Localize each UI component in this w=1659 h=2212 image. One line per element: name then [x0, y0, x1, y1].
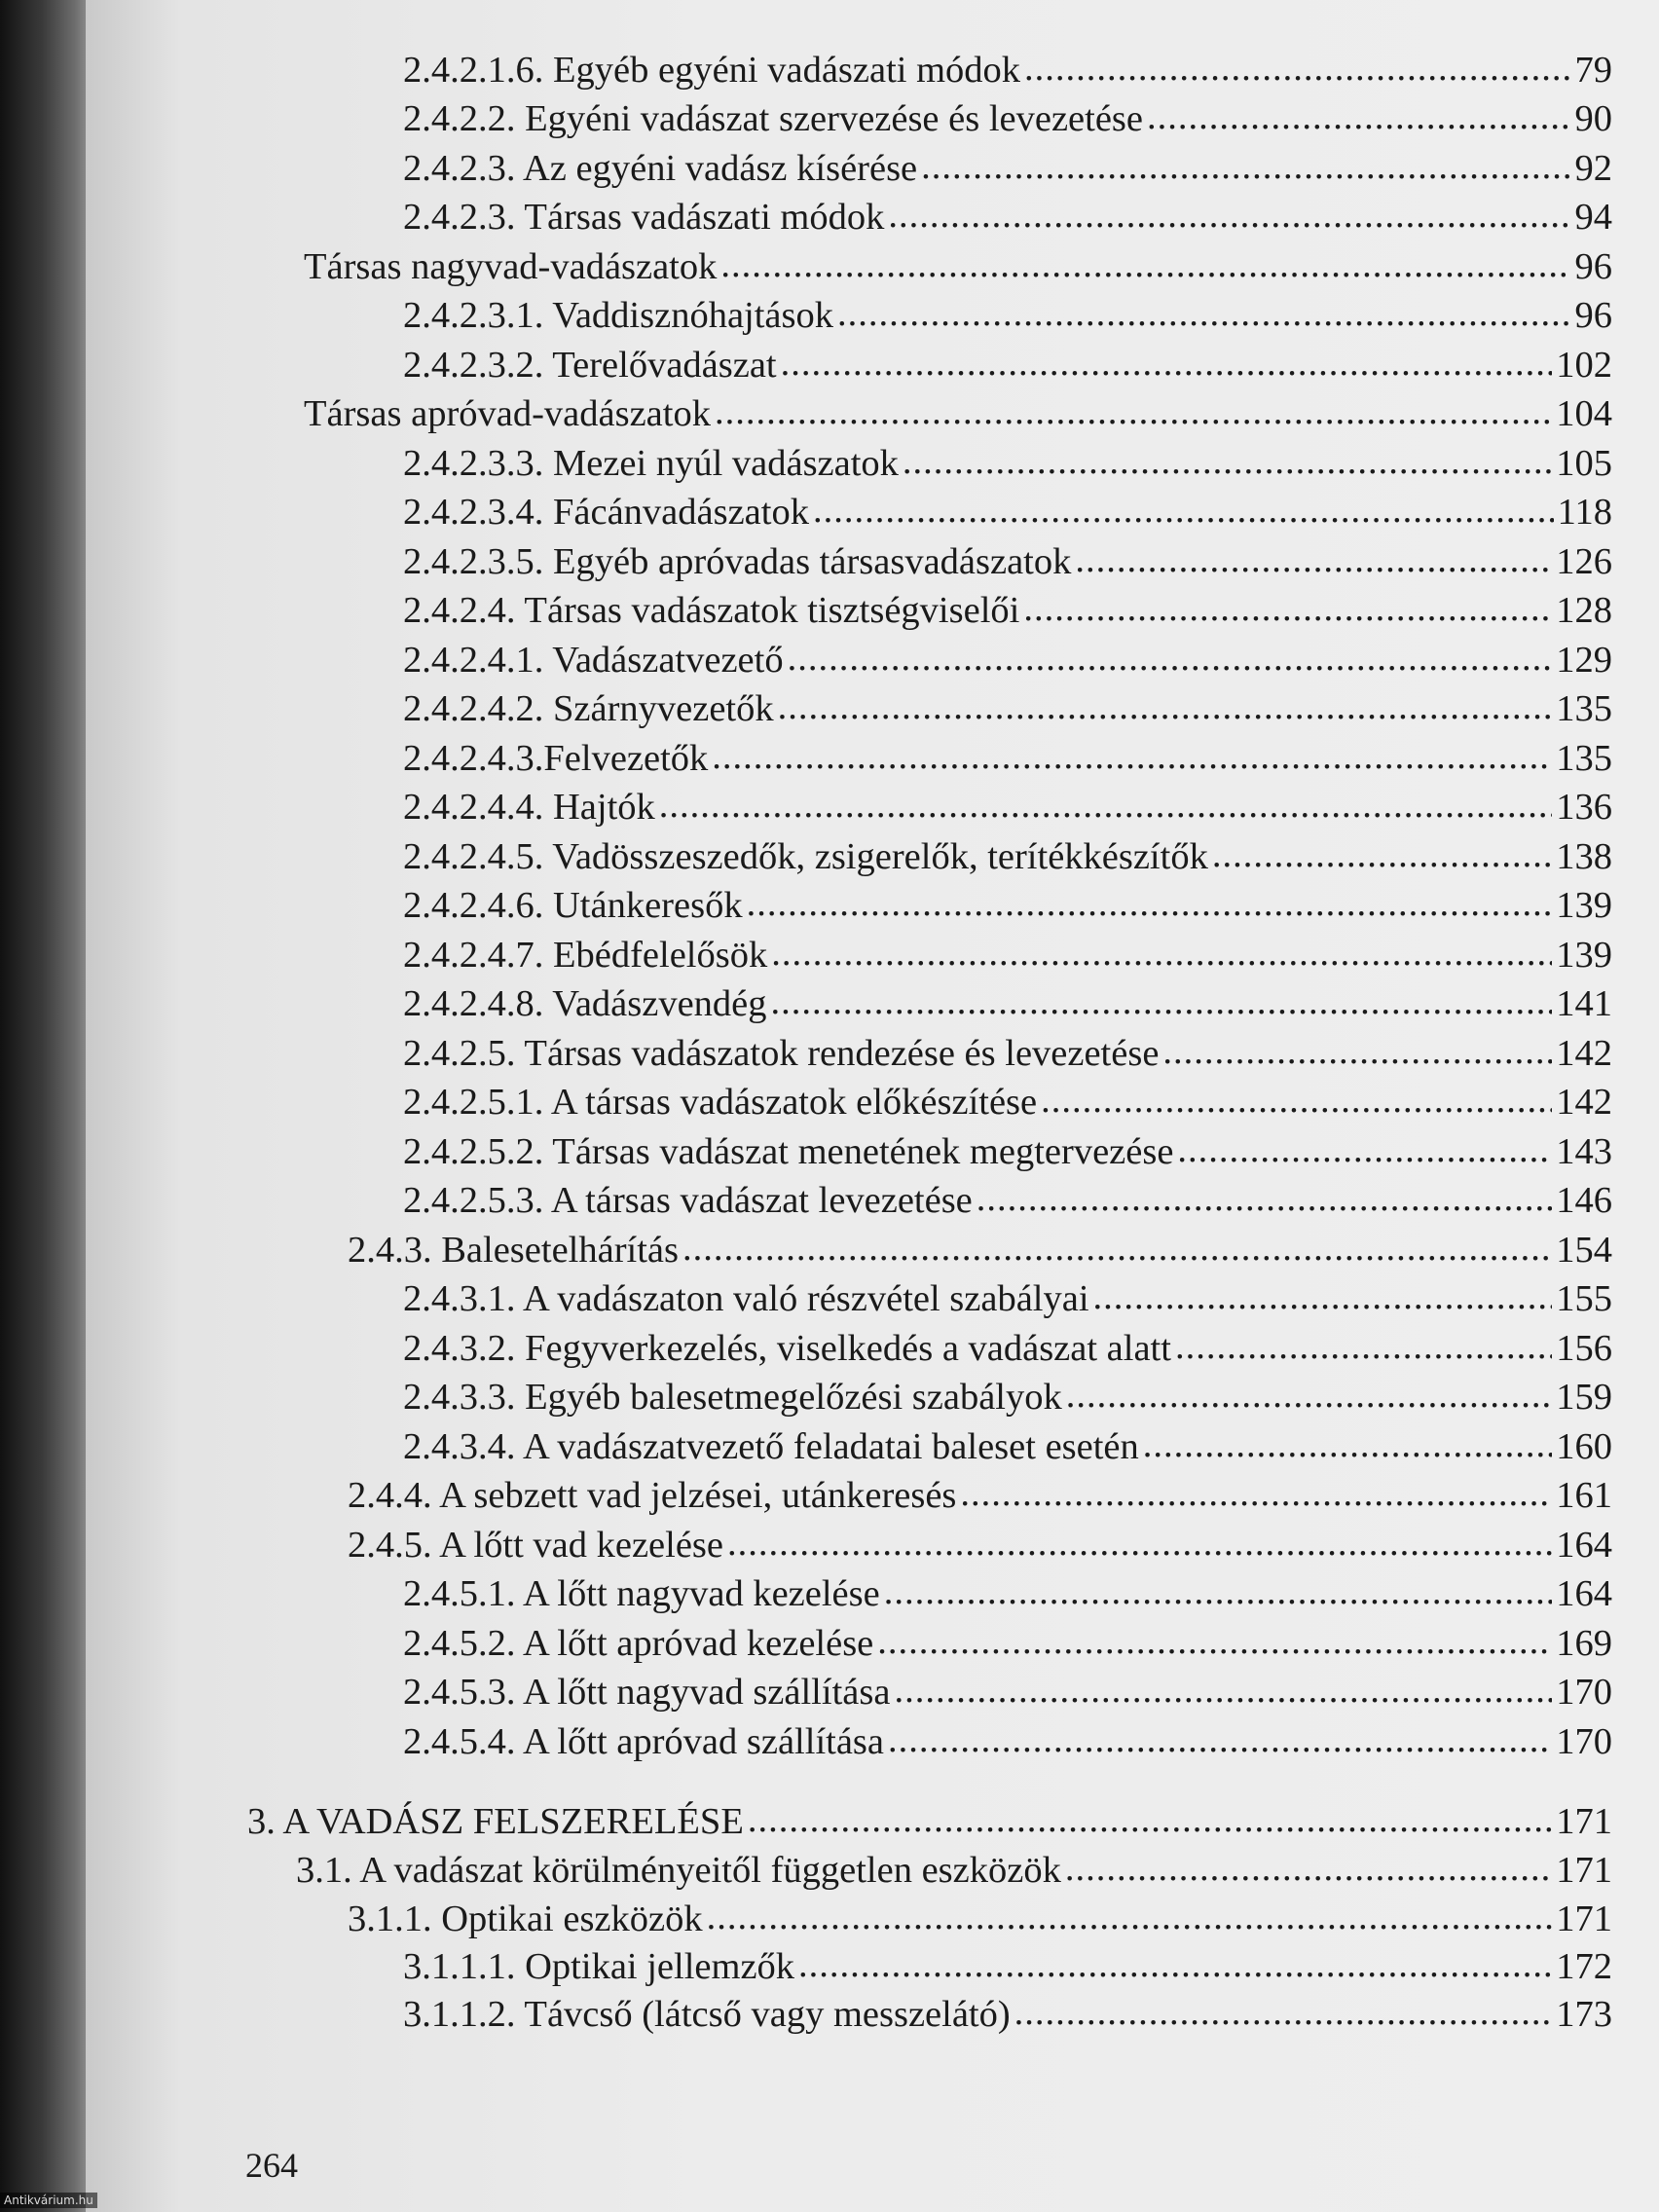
toc-entry-page: 128	[1556, 590, 1612, 631]
toc-entry	[403, 1127, 1612, 1176]
toc-entry	[403, 1569, 1612, 1618]
toc-entry	[348, 1895, 1612, 1943]
toc-leader-dots	[888, 191, 1570, 240]
toc-entry-page: 126	[1556, 541, 1612, 582]
toc-entry-title: 2.4.3. Balesetelhárítás	[348, 1230, 679, 1271]
toc-entry-page: 143	[1556, 1131, 1612, 1172]
toc-entry	[403, 1373, 1612, 1421]
toc-entry	[403, 832, 1612, 881]
toc-entry-page: 129	[1556, 640, 1612, 681]
toc-entry-title: 2.4.2.4.6. Utánkeresők	[403, 885, 743, 926]
book-spine-shadow	[0, 0, 93, 2212]
toc-leader-dots	[888, 1715, 1552, 1764]
book-page	[86, 0, 1659, 2212]
toc-entry	[403, 94, 1612, 143]
toc-leader-dots	[1041, 1076, 1552, 1124]
toc-entry-title: 2.4.2.4.5. Vadösszeszedők, zsigerelők, terítékkészítők	[403, 836, 1208, 877]
toc-entry	[403, 1717, 1612, 1766]
toc-entry-title: 2.4.5.1. A lőtt nagyvad kezelése	[403, 1573, 880, 1614]
toc-leader-dots	[1147, 92, 1571, 141]
toc-entry-page: 138	[1556, 836, 1612, 877]
toc-entry	[403, 1324, 1612, 1373]
toc-entry-page: 156	[1556, 1328, 1612, 1369]
toc-leader-dots	[778, 682, 1553, 731]
toc-entry-page: 142	[1556, 1082, 1612, 1123]
toc-leader-dots	[712, 732, 1552, 781]
toc-entry	[403, 734, 1612, 783]
toc-entry	[403, 144, 1612, 193]
toc-entry	[403, 46, 1612, 94]
toc-entry-page: 169	[1556, 1623, 1612, 1664]
toc-leader-dots	[903, 437, 1552, 486]
toc-entry	[403, 341, 1612, 389]
toc-entry-page: 118	[1557, 492, 1612, 533]
toc-leader-dots	[877, 1617, 1552, 1666]
toc-entry-page: 139	[1556, 935, 1612, 976]
toc-entry	[403, 636, 1612, 684]
toc-entry-page: 102	[1556, 345, 1612, 386]
toc-leader-dots	[1075, 535, 1552, 584]
toc-leader-dots	[748, 1795, 1552, 1844]
toc-entry-title: 2.4.5.4. A lőtt apróvad szállítása	[403, 1721, 884, 1762]
toc-entry-title: 2.4.2.4.8. Vadászvendég	[403, 983, 767, 1024]
toc-entry-title: 2.4.2.3.1. Vaddisznóhajtások	[403, 295, 833, 336]
toc-leader-dots	[837, 289, 1571, 338]
toc-leader-dots	[1066, 1371, 1553, 1419]
toc-entry	[304, 242, 1612, 291]
toc-leader-dots	[921, 142, 1570, 191]
toc-entry-page: 154	[1556, 1230, 1612, 1271]
toc-entry	[403, 1422, 1612, 1471]
toc-entry	[348, 1226, 1612, 1274]
toc-leader-dots	[1093, 1272, 1553, 1321]
toc-entry	[403, 783, 1612, 831]
toc-entry-page: 135	[1556, 688, 1612, 729]
toc-entry	[403, 1619, 1612, 1668]
toc-entry	[403, 1668, 1612, 1716]
toc-entry-page: 104	[1556, 393, 1612, 434]
toc-entry-page: 171	[1556, 1899, 1612, 1939]
toc-entry-title: 2.4.2.4.4. Hajtók	[403, 787, 655, 828]
toc-entry-page: 164	[1556, 1525, 1612, 1566]
toc-leader-dots	[659, 781, 1552, 830]
toc-entry-page: 164	[1556, 1573, 1612, 1614]
toc-entry-title: 3.1. A vadászat körülményeitől független eszközök	[296, 1850, 1061, 1891]
toc-entry-page: 135	[1556, 738, 1612, 779]
toc-entry	[403, 684, 1612, 733]
toc-entry-title: 2.4.4. A sebzett vad jelzései, utánkeresés	[348, 1475, 957, 1516]
watermark: Antikvárium.hu	[0, 2193, 97, 2208]
toc-entry-page: 141	[1556, 983, 1612, 1024]
toc-entry-title: 2.4.2.4. Társas vadászatok tisztségviselői	[403, 590, 1020, 631]
toc-entry	[403, 931, 1612, 979]
toc-leader-dots	[1024, 44, 1570, 92]
toc-entry-page: 79	[1574, 50, 1612, 91]
toc-leader-dots	[977, 1174, 1552, 1223]
toc-leader-dots	[1175, 1322, 1552, 1371]
toc-entry	[348, 1521, 1612, 1569]
toc-entry	[403, 193, 1612, 241]
toc-entry-title: 2.4.5.2. A lőtt apróvad kezelése	[403, 1623, 874, 1664]
toc-entry-title: 2.4.2.3. Társas vadászati módok	[403, 197, 885, 238]
toc-entry-title: 2.4.3.2. Fegyverkezelés, viselkedés a vadászat alatt	[403, 1328, 1171, 1369]
toc-leader-dots	[884, 1567, 1553, 1616]
toc-leader-dots	[1014, 1988, 1553, 2037]
toc-entry-title: 2.4.2.4.2. Szárnyvezetők	[403, 688, 774, 729]
toc-entry	[403, 291, 1612, 340]
toc-entry-title: 2.4.2.3.5. Egyéb apróvadas társasvadászatok	[403, 541, 1072, 582]
toc-entry-page: 171	[1556, 1850, 1612, 1891]
toc-entry	[304, 389, 1612, 438]
toc-entry-page: 96	[1574, 295, 1612, 336]
toc-entry	[403, 1942, 1612, 1991]
toc-entry-page: 173	[1556, 1994, 1612, 2035]
toc-leader-dots	[747, 879, 1553, 928]
toc-entry-title: 3.1.1.1. Optikai jellemzők	[403, 1946, 795, 1987]
toc-entry	[403, 488, 1612, 536]
toc-entry-page: 136	[1556, 787, 1612, 828]
toc-leader-dots	[894, 1666, 1552, 1714]
toc-leader-dots	[1023, 584, 1552, 633]
toc-entry	[247, 1797, 1612, 1846]
toc-entry-page: 96	[1574, 246, 1612, 287]
toc-entry-title: 2.4.2.4.7. Ebédfelelősök	[403, 935, 768, 976]
toc-leader-dots	[798, 1940, 1552, 1989]
toc-entry	[403, 1274, 1612, 1323]
toc-entry-page: 92	[1574, 148, 1612, 189]
toc-entry-page: 172	[1556, 1946, 1612, 1987]
toc-leader-dots	[1212, 830, 1552, 879]
toc-entry-title: 2.4.2.4.1. Vadászatvezető	[403, 640, 784, 681]
table-of-contents	[86, 0, 1659, 2212]
toc-entry	[403, 537, 1612, 586]
toc-entry-page: 105	[1556, 443, 1612, 484]
toc-entry-page: 160	[1556, 1426, 1612, 1467]
toc-entry	[403, 586, 1612, 635]
toc-entry-title: 2.4.2.5.2. Társas vadászat menetének megtervezése	[403, 1131, 1174, 1172]
toc-leader-dots	[788, 634, 1553, 682]
toc-entry-page: 142	[1556, 1033, 1612, 1074]
toc-leader-dots	[1162, 1027, 1552, 1076]
toc-entry-title: 3.1.1. Optikai eszközök	[348, 1899, 703, 1939]
toc-entry	[403, 881, 1612, 930]
toc-entry-title: 2.4.2.2. Egyéni vadászat szervezése és levezetése	[403, 98, 1143, 139]
toc-entry-title: 2.4.5. A lőtt vad kezelése	[348, 1525, 723, 1566]
toc-leader-dots	[781, 339, 1553, 387]
toc-entry	[403, 1176, 1612, 1225]
toc-entry-page: 94	[1574, 197, 1612, 238]
toc-entry-title: 2.4.2.3.3. Mezei nyúl vadászatok	[403, 443, 899, 484]
toc-entry-title: 2.4.2.1.6. Egyéb egyéni vadászati módok	[403, 50, 1021, 91]
page-number: 264	[245, 2146, 298, 2185]
toc-entry-title: 2.4.2.5. Társas vadászatok rendezése és levezetése	[403, 1033, 1160, 1074]
toc-entry-page: 146	[1556, 1180, 1612, 1221]
toc-leader-dots	[813, 486, 1554, 535]
toc-entry-title: 2.4.2.3.4. Fácánvadászatok	[403, 492, 809, 533]
toc-entry-title: 2.4.2.5.1. A társas vadászatok előkészítése	[403, 1082, 1038, 1123]
toc-entry	[403, 439, 1612, 488]
toc-entry-title: 2.4.3.3. Egyéb balesetmegelőzési szabályok	[403, 1377, 1062, 1418]
toc-leader-dots	[727, 1519, 1552, 1567]
toc-entry-title: 2.4.2.4.3.Felvezetők	[403, 738, 709, 779]
toc-entry	[403, 1029, 1612, 1078]
toc-leader-dots	[1065, 1844, 1552, 1893]
toc-leader-dots	[707, 1893, 1553, 1941]
toc-leader-dots	[771, 929, 1552, 977]
toc-entry-page: 171	[1556, 1801, 1612, 1842]
toc-entry-title: 2.4.2.3. Az egyéni vadász kísérése	[403, 148, 918, 189]
toc-entry-page: 90	[1574, 98, 1612, 139]
toc-entry-title: 2.4.2.5.3. A társas vadászat levezetése	[403, 1180, 973, 1221]
toc-leader-dots	[1143, 1420, 1552, 1469]
toc-entry	[403, 1990, 1612, 2039]
toc-entry-title: 2.4.3.1. A vadászaton való részvétel szabályai	[403, 1278, 1089, 1319]
toc-entry-page: 139	[1556, 885, 1612, 926]
toc-entry-page: 155	[1556, 1278, 1612, 1319]
toc-entry-title: Társas apróvad-vadászatok	[304, 393, 711, 434]
toc-entry-page: 159	[1556, 1377, 1612, 1418]
toc-entry	[403, 1078, 1612, 1126]
toc-entry-title: 3.1.1.2. Távcső (látcső vagy messzelátó)	[403, 1994, 1011, 2035]
toc-entry-title: 2.4.2.3.2. Terelővadászat	[403, 345, 777, 386]
toc-leader-dots	[771, 977, 1553, 1026]
toc-entry	[348, 1471, 1612, 1520]
toc-entry	[403, 979, 1612, 1028]
toc-leader-dots	[715, 387, 1552, 436]
toc-leader-dots	[960, 1469, 1552, 1518]
toc-entry-title: 2.4.3.4. A vadászatvezető feladatai baleset esetén	[403, 1426, 1139, 1467]
toc-entry-page: 170	[1556, 1672, 1612, 1713]
toc-leader-dots	[1177, 1125, 1552, 1174]
toc-entry-title: 3. A VADÁSZ FELSZERELÉSE	[247, 1801, 744, 1842]
toc-leader-dots	[720, 240, 1570, 289]
toc-leader-dots	[682, 1224, 1552, 1272]
toc-entry-page: 161	[1556, 1475, 1612, 1516]
toc-entry-page: 170	[1556, 1721, 1612, 1762]
toc-entry-title: Társas nagyvad-vadászatok	[304, 246, 718, 287]
toc-entry-title: 2.4.5.3. A lőtt nagyvad szállítása	[403, 1672, 891, 1713]
toc-entry	[296, 1846, 1612, 1895]
